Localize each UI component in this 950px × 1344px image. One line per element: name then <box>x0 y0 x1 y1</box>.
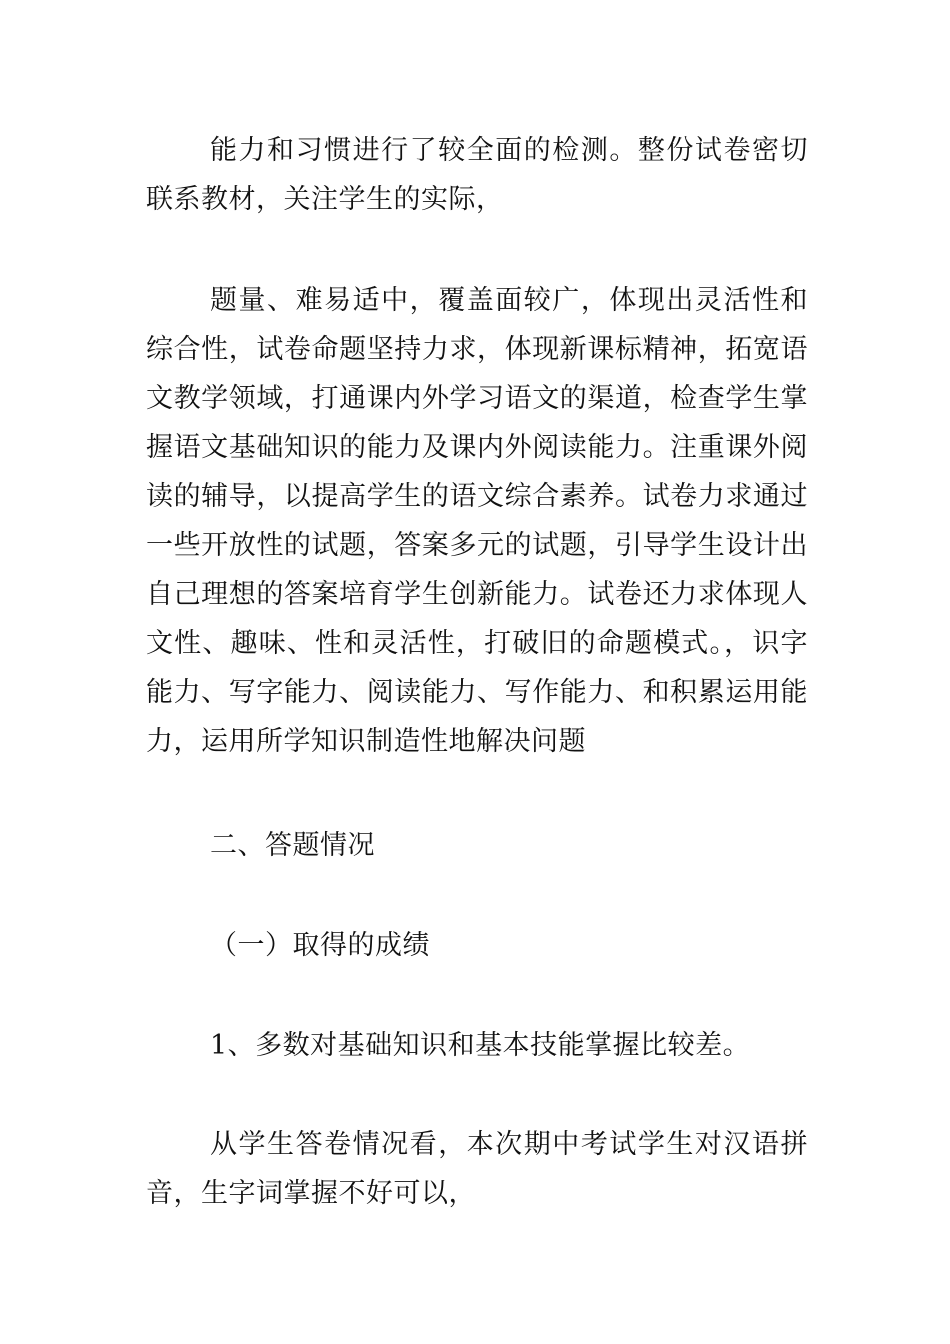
subsection-heading-achievements: （一）取得的成绩 <box>210 930 430 961</box>
section-heading-answer-status: 二、答题情况 <box>210 830 375 861</box>
paragraph-answer-analysis: 从学生答卷情况看，本次期中考试学生对汉语拼音，生字词掌握不好可以， <box>146 1129 808 1209</box>
list-item-point-1: 1、多数对基础知识和基本技能掌握比较差。 <box>210 1030 751 1061</box>
paragraph-exam-coverage: 能力和习惯进行了较全面的检测。整份试卷密切联系教材，关注学生的实际， <box>146 135 808 215</box>
paragraph-exam-design: 题量、难易适中，覆盖面较广，体现出灵活性和综合性，试卷命题坚持力求，体现新课标精神，拓宽语文教学领域，打通课内外学习语文的渠道，检查学生掌握语文基础知识的能力及课内外阅读能力。注重课外阅读的辅导，以提高学生的语文综合素养。试卷力求通过一些开放性的试题，答案多元的试题，引导学生设计出自己理想的答案培育学生创新能力。试卷还力求体现人文性、趣味、性和灵活性，打破旧的命题模式。，识字能力、写字能力、阅读能力、写作能力、和积累运用能力，运用所学知识制造性地解决问题 <box>146 285 808 757</box>
